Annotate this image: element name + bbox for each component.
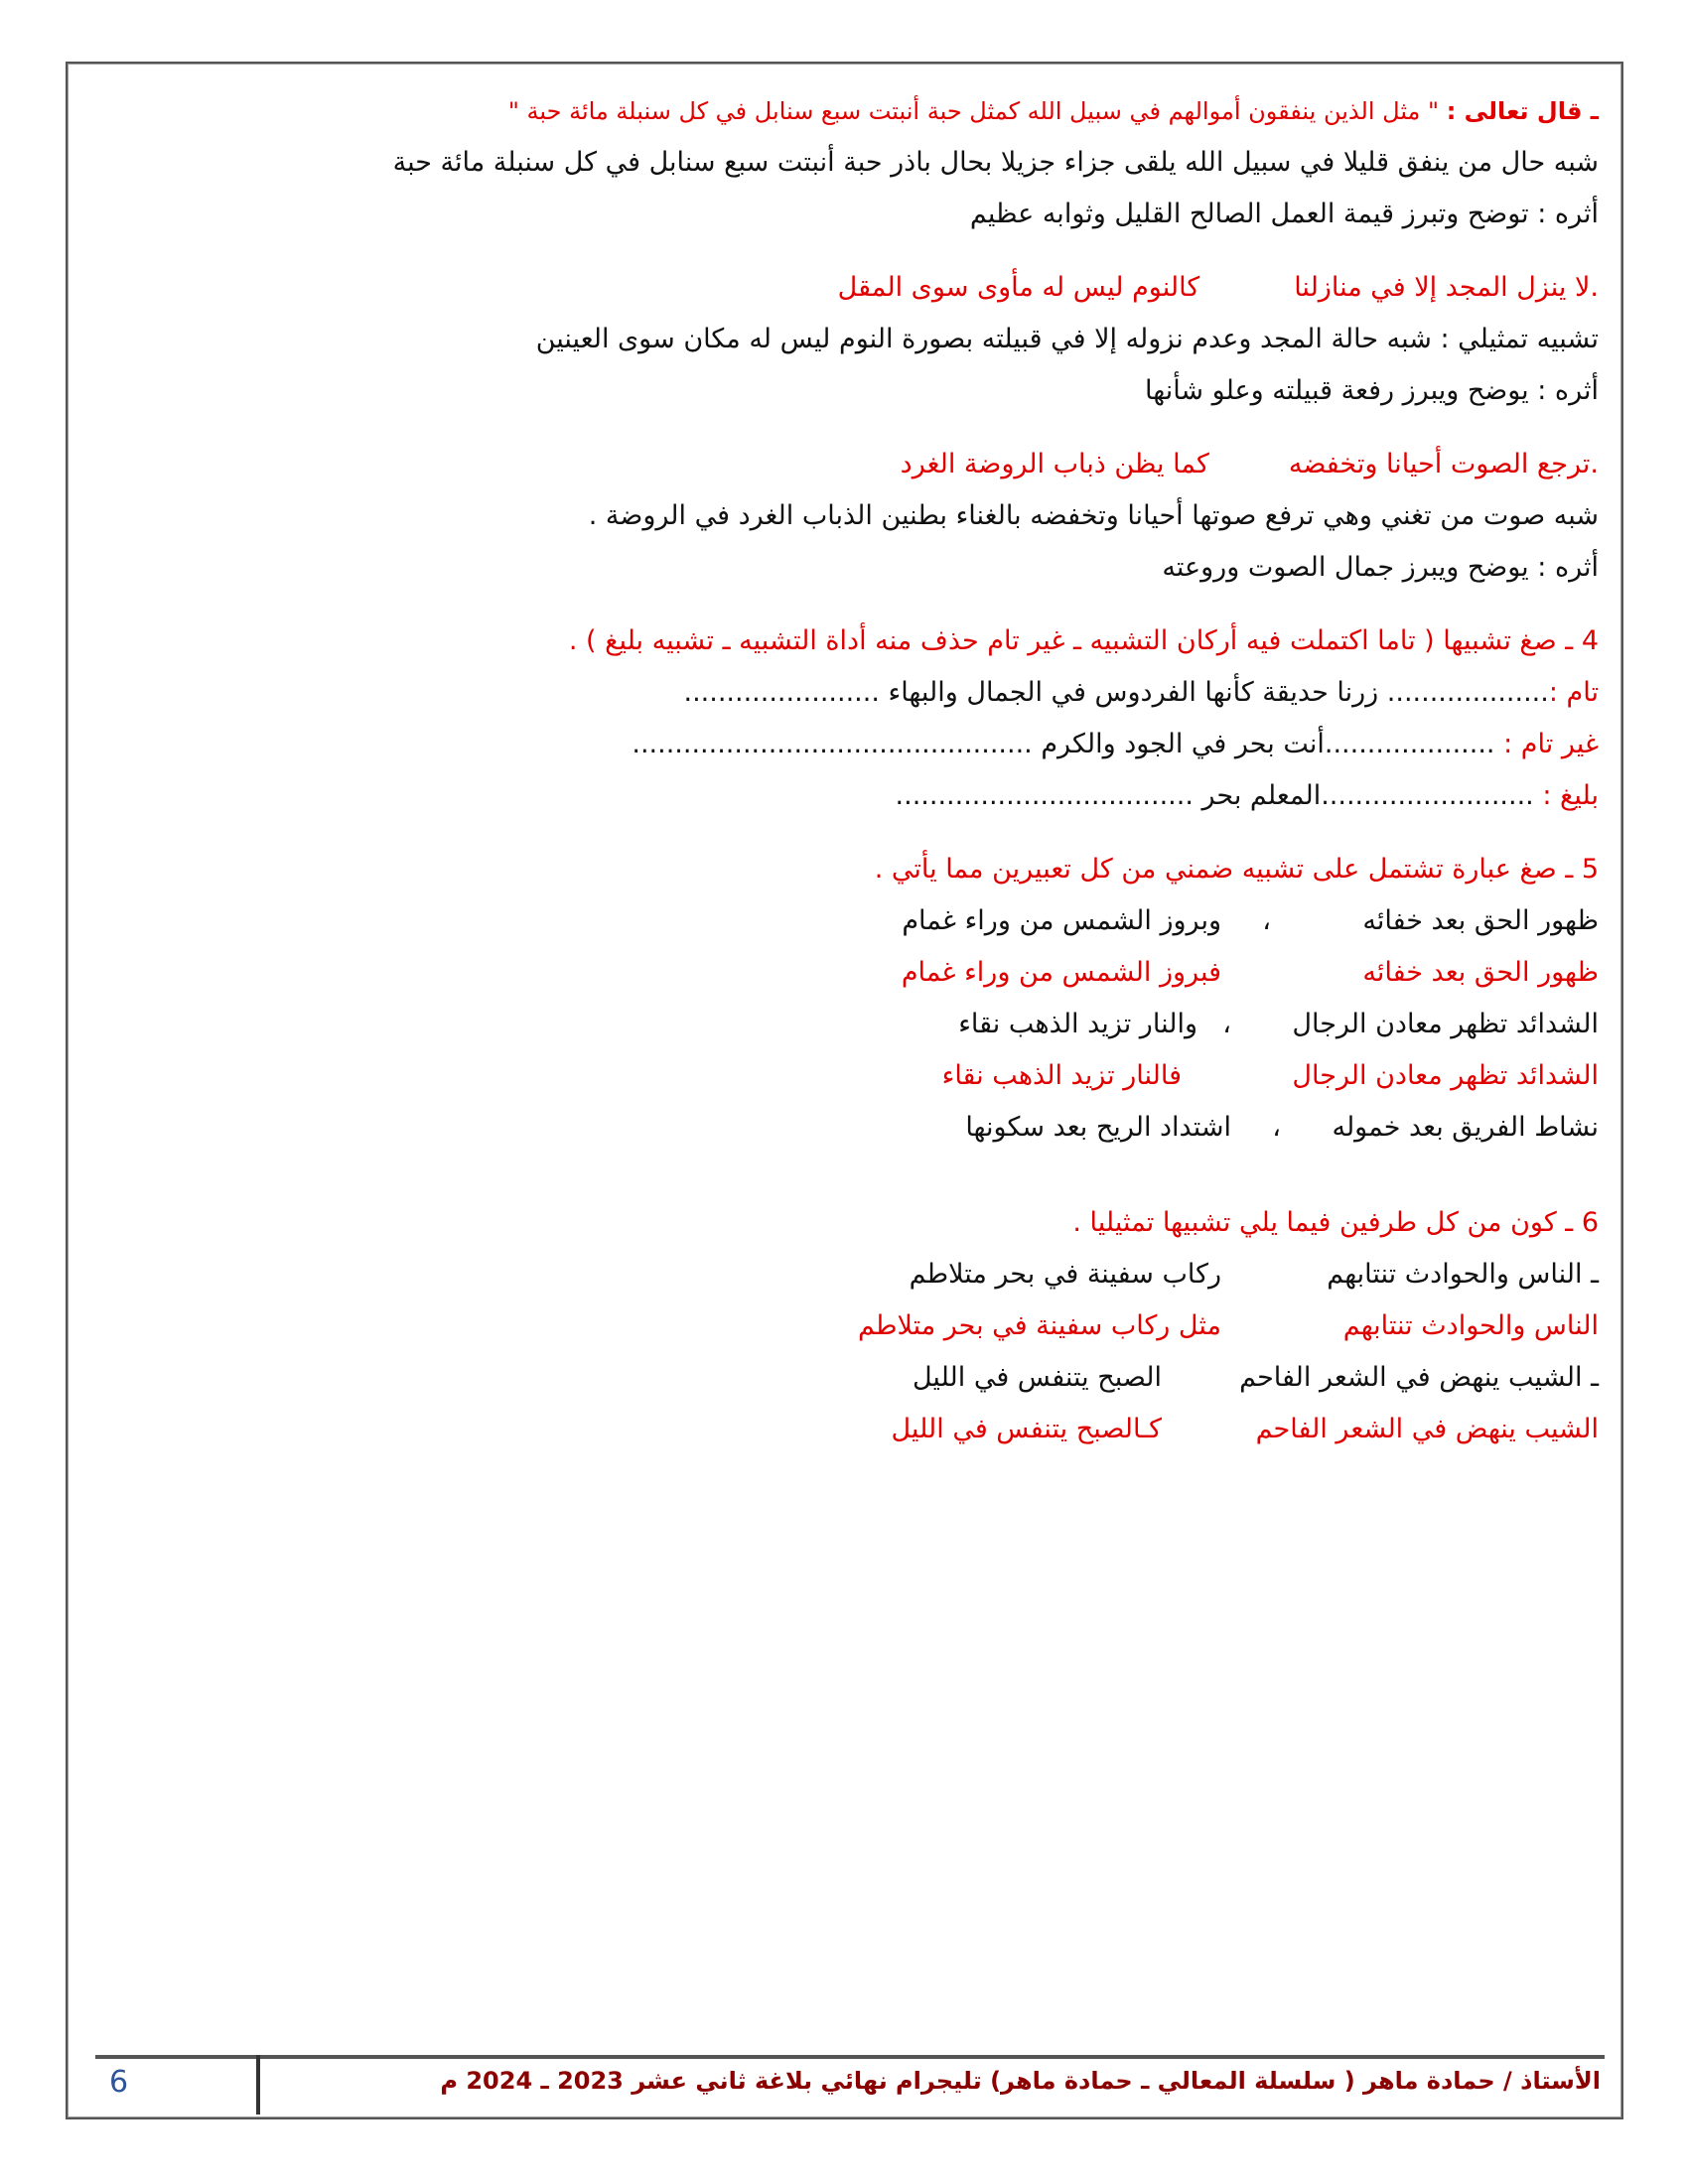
verse-heading-text: " مثل الذين ينفقون أموالهم في سبيل الله كمثل حبة أنبتت سبع سنابل في كل سنبلة مائة حبة " [507, 97, 1447, 125]
majd-effect: أثره : يوضح ويبرز رفعة قبيلته وعلو شأنها [1145, 375, 1599, 406]
verse-effect: أثره : توضح وتبرز قيمة العمل الصالح القليل وثوابه عظيم [969, 199, 1599, 229]
sawt-heading [89, 439, 1599, 490]
q4-tam-text: ................... زرنا حديقة كأنها الفردوس في الجمال والبهاء ....................... [683, 677, 1549, 708]
q5-row-3-a: الشدائد تظهر معادن الرجال [1292, 1009, 1599, 1039]
q6-row-3 [89, 1352, 1599, 1404]
worksheet-content [89, 85, 1599, 1455]
sawt-hemistich-1: .ترجع الصوت أحيانا وتخفضه [1288, 449, 1599, 479]
sawt-hemistich-2: كما يظن ذباب الروضة الغرد [900, 449, 1209, 479]
q5-row-2-a: ظهور الحق بعد خفائه [1362, 957, 1599, 988]
q5-row-5-a: نشاط الفريق بعد خموله [1332, 1112, 1599, 1143]
q6-row-1-a: ـ الناس والحوادث تنتابهم [1327, 1259, 1599, 1290]
q6-row-4 [89, 1404, 1599, 1455]
q5-row-5 [89, 1102, 1599, 1154]
q5-row-5-b: اشتداد الريح بعد سكونها [965, 1112, 1231, 1143]
footer-divider [256, 2055, 260, 2115]
q6-row-4-b: كـالصبح يتنفس في الليل [891, 1414, 1162, 1444]
footer-rule [95, 2055, 1605, 2059]
q6-row-1 [89, 1249, 1599, 1300]
q5-row-1-sep: ، [1262, 905, 1271, 936]
majd-heading [89, 262, 1599, 314]
verse-heading [89, 85, 1599, 137]
q5-row-4 [89, 1050, 1599, 1102]
verse-explanation: شبه حال من ينفق قليلا في سبيل الله يلقى جزاء جزيلا بحال باذر حبة أنبتت سبع سنابل في كل سنبلة مائة حبة [392, 147, 1599, 178]
q4-baligh-label: بليغ : [1542, 780, 1599, 811]
footer-credit: الأستاذ / حمادة ماهر ( سلسلة المعالي ـ حمادة ماهر) تليجرام نهائي بلاغة ثاني عشر 2023 ـ 2024 م [440, 2067, 1601, 2095]
q6-row-1-b: ركاب سفينة في بحر متلاطم [909, 1259, 1221, 1290]
q5-row-4-a: الشدائد تظهر معادن الرجال [1292, 1060, 1599, 1091]
q6-row-3-b: الصبح يتنفس في الليل [912, 1362, 1162, 1393]
q4-heading: 4 ـ صغ تشبيها ( تاما اكتملت فيه أركان التشبيه ـ غير تام حذف منه أداة التشبيه ـ تشبيه بليغ ) . [568, 625, 1599, 656]
q5-row-5-sep: ، [1272, 1112, 1281, 1143]
q4-ghair-text: ....................أنت بحر في الجود والكرم ............................................... [632, 729, 1504, 759]
q5-row-2 [89, 947, 1599, 999]
q5-row-1-b: وبروز الشمس من وراء غمام [902, 905, 1221, 936]
q6-row-3-a: ـ الشيب ينهض في الشعر الفاحم [1239, 1362, 1599, 1393]
sawt-explanation: شبه صوت من تغني وهي ترفع صوتها أحيانا وتخفضه بالغناء بطنين الذباب الغرد في الروضة . [588, 500, 1599, 531]
majd-hemistich-1: .لا ينزل المجد إلا في منازلنا [1294, 272, 1599, 303]
majd-explanation: تشبيه تمثيلي : شبه حالة المجد وعدم نزوله إلا في قبيلته بصورة النوم ليس له مكان سوى العينين [535, 324, 1599, 354]
q5-heading: 5 ـ صغ عبارة تشتمل على تشبيه ضمني من كل تعبيرين مما يأتي . [874, 854, 1599, 885]
q5-row-3-sep: ، [1222, 1009, 1231, 1039]
q5-row-1-a: ظهور الحق بعد خفائه [1362, 905, 1599, 936]
verse-heading-label: ـ قال تعالى : [1446, 97, 1599, 125]
q5-row-3-b: والنار تزيد الذهب نقاء [958, 1009, 1197, 1039]
q4-baligh-row [89, 770, 1599, 822]
q6-heading: 6 ـ كون من كل طرفين فيما يلي تشبيها تمثيليا . [1072, 1207, 1599, 1238]
q6-row-2-a: الناس والحوادث تنتابهم [1342, 1310, 1599, 1341]
q5-row-4-b: فالنار تزيد الذهب نقاء [941, 1060, 1182, 1091]
q5-row-2-b: فبروز الشمس من وراء غمام [901, 957, 1221, 988]
majd-hemistich-2: كالنوم ليس له مأوى سوى المقل [837, 272, 1200, 303]
q4-tam-row [89, 667, 1599, 719]
q4-ghair-label: غير تام : [1503, 729, 1599, 759]
q4-baligh-text: .........................المعلم بحر ................................... [895, 780, 1543, 811]
q6-row-4-a: الشيب ينهض في الشعر الفاحم [1255, 1414, 1599, 1444]
page-number: 6 [109, 2065, 129, 2100]
q4-ghair-row [89, 719, 1599, 770]
q5-row-1 [89, 895, 1599, 947]
q4-tam-label: تام : [1548, 677, 1599, 708]
q5-row-3 [89, 999, 1599, 1050]
sawt-effect: أثره : يوضح ويبرز جمال الصوت وروعته [1162, 552, 1599, 583]
q6-row-2 [89, 1300, 1599, 1352]
q6-row-2-b: مثل ركاب سفينة في بحر متلاطم [858, 1310, 1221, 1341]
